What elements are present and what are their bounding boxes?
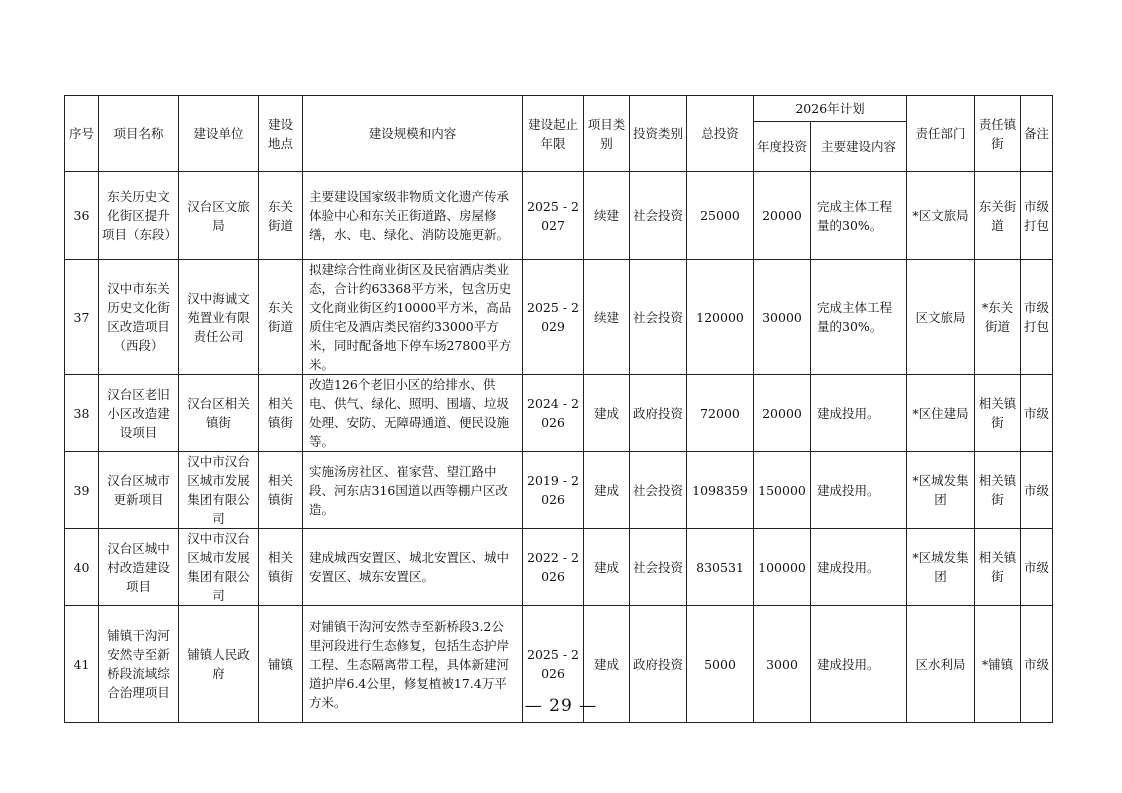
col-header-period: 建设起止年限	[523, 96, 584, 172]
table-row	[65, 260, 1053, 375]
cell-seq: 36	[65, 172, 99, 260]
cell-unit: 汉台区文旅局	[179, 172, 259, 260]
col-header-scope: 建设规模和内容	[303, 96, 523, 172]
cell-period: 2024 - 2026	[523, 375, 584, 452]
cell-name: 汉台区城中村改造建设项目	[99, 529, 179, 606]
cell-annual: 20000	[754, 375, 811, 452]
cell-main-content: 建成投用。	[811, 452, 907, 529]
cell-dept: 区水利局	[907, 606, 975, 723]
cell-total: 25000	[687, 172, 754, 260]
table-row	[65, 172, 1053, 260]
cell-period: 2019 - 2026	[523, 452, 584, 529]
cell-total: 72000	[687, 375, 754, 452]
cell-note: 市级	[1021, 375, 1053, 452]
col-header-note: 备注	[1021, 96, 1053, 172]
col-header-name: 项目名称	[99, 96, 179, 172]
cell-unit: 汉中市汉台区城市发展集团有限公司	[179, 452, 259, 529]
col-header-dept: 责任部门	[907, 96, 975, 172]
cell-scope: 建成城西安置区、城北安置区、城中安置区、城东安置区。	[303, 529, 523, 606]
table-row	[65, 529, 1053, 606]
cell-note: 市级打包	[1021, 260, 1053, 375]
table-row	[65, 375, 1053, 452]
cell-category: 续建	[584, 260, 630, 375]
cell-location: 相关镇街	[259, 452, 303, 529]
cell-dept: *区住建局	[907, 375, 975, 452]
cell-unit: 汉中市汉台区城市发展集团有限公司	[179, 529, 259, 606]
cell-period: 2022 - 2026	[523, 529, 584, 606]
col-header-main-content: 主要建设内容	[811, 122, 907, 172]
cell-location: 东关街道	[259, 260, 303, 375]
col-header-category: 项目类别	[584, 96, 630, 172]
cell-invest-type: 社会投资	[630, 529, 687, 606]
cell-category: 建成	[584, 529, 630, 606]
cell-dept: *区城发集团	[907, 529, 975, 606]
cell-annual: 150000	[754, 452, 811, 529]
col-header-plan-group: 2026年计划	[754, 96, 907, 122]
cell-location: 相关镇街	[259, 529, 303, 606]
cell-unit: 铺镇人民政府	[179, 606, 259, 723]
cell-note: 市级	[1021, 606, 1053, 723]
cell-annual: 20000	[754, 172, 811, 260]
cell-period: 2025 - 2026	[523, 606, 584, 723]
cell-category: 建成	[584, 452, 630, 529]
cell-total: 5000	[687, 606, 754, 723]
cell-dept: 区文旅局	[907, 260, 975, 375]
cell-main-content: 建成投用。	[811, 606, 907, 723]
col-header-total: 总投资	[687, 96, 754, 172]
cell-seq: 40	[65, 529, 99, 606]
cell-unit: 汉台区相关镇街	[179, 375, 259, 452]
cell-name: 东关历史文化街区提升项目（东段）	[99, 172, 179, 260]
col-header-seq: 序号	[65, 96, 99, 172]
cell-category: 建成	[584, 606, 630, 723]
cell-seq: 41	[65, 606, 99, 723]
cell-invest-type: 政府投资	[630, 606, 687, 723]
cell-town: *东关街道	[975, 260, 1021, 375]
cell-category: 续建	[584, 172, 630, 260]
cell-scope: 改造126个老旧小区的给排水、供电、供气、绿化、照明、围墙、垃圾处理、安防、无障碍通道、便民设施等。	[303, 375, 523, 452]
page-number: — 29 —	[524, 696, 598, 716]
cell-scope: 拟建综合性商业街区及民宿酒店类业态，合计约63368平方米，包含历史文化商业街区约10000平方米，高品质住宅及酒店类民宿约33000平方米，同时配备地下停车场27800平方米。	[303, 260, 523, 375]
cell-seq: 37	[65, 260, 99, 375]
cell-scope: 对铺镇干沟河安然寺至新桥段3.2公里河段进行生态修复，包括生态护岸工程、生态隔离带工程，具体新建河道护岸6.4公里，修复植被17.4万平方米。	[303, 606, 523, 723]
cell-name: 铺镇干沟河安然寺至新桥段流域综合治理项目	[99, 606, 179, 723]
cell-town: *铺镇	[975, 606, 1021, 723]
col-header-annual: 年度投资	[754, 122, 811, 172]
col-header-location: 建设地点	[259, 96, 303, 172]
cell-invest-type: 社会投资	[630, 172, 687, 260]
cell-period: 2025 - 2029	[523, 260, 584, 375]
cell-category: 建成	[584, 375, 630, 452]
cell-main-content: 完成主体工程量的30%。	[811, 172, 907, 260]
cell-name: 汉台区老旧小区改造建设项目	[99, 375, 179, 452]
cell-total: 1098359	[687, 452, 754, 529]
col-header-town: 责任镇街	[975, 96, 1021, 172]
cell-invest-type: 社会投资	[630, 452, 687, 529]
cell-name: 汉台区城市更新项目	[99, 452, 179, 529]
cell-main-content: 建成投用。	[811, 529, 907, 606]
table-row	[65, 452, 1053, 529]
col-header-invest-type: 投资类别	[630, 96, 687, 172]
cell-annual: 100000	[754, 529, 811, 606]
cell-location: 铺镇	[259, 606, 303, 723]
cell-town: 东关街道	[975, 172, 1021, 260]
cell-town: 相关镇街	[975, 529, 1021, 606]
cell-location: 相关镇街	[259, 375, 303, 452]
project-table	[64, 95, 1053, 723]
cell-dept: *区城发集团	[907, 452, 975, 529]
cell-total: 120000	[687, 260, 754, 375]
cell-annual: 3000	[754, 606, 811, 723]
header-row-1	[65, 96, 1053, 122]
cell-main-content: 完成主体工程量的30%。	[811, 260, 907, 375]
cell-invest-type: 社会投资	[630, 260, 687, 375]
cell-note: 市级打包	[1021, 172, 1053, 260]
cell-dept: *区文旅局	[907, 172, 975, 260]
cell-seq: 39	[65, 452, 99, 529]
cell-annual: 30000	[754, 260, 811, 375]
col-header-unit: 建设单位	[179, 96, 259, 172]
cell-total: 830531	[687, 529, 754, 606]
cell-invest-type: 政府投资	[630, 375, 687, 452]
cell-note: 市级	[1021, 452, 1053, 529]
cell-seq: 38	[65, 375, 99, 452]
cell-town: 相关镇街	[975, 452, 1021, 529]
cell-note: 市级	[1021, 529, 1053, 606]
cell-period: 2025 - 2027	[523, 172, 584, 260]
cell-scope: 实施汤房社区、崔家营、望江路中段、河东店316国道以西等棚户区改造。	[303, 452, 523, 529]
cell-unit: 汉中海诚文苑置业有限责任公司	[179, 260, 259, 375]
cell-location: 东关街道	[259, 172, 303, 260]
cell-main-content: 建成投用。	[811, 375, 907, 452]
cell-scope: 主要建设国家级非物质文化遗产传承体验中心和东关正街道路、房屋修缮，水、电、绿化、消防设施更新。	[303, 172, 523, 260]
cell-name: 汉中市东关历史文化街区改造项目（西段）	[99, 260, 179, 375]
cell-town: 相关镇街	[975, 375, 1021, 452]
